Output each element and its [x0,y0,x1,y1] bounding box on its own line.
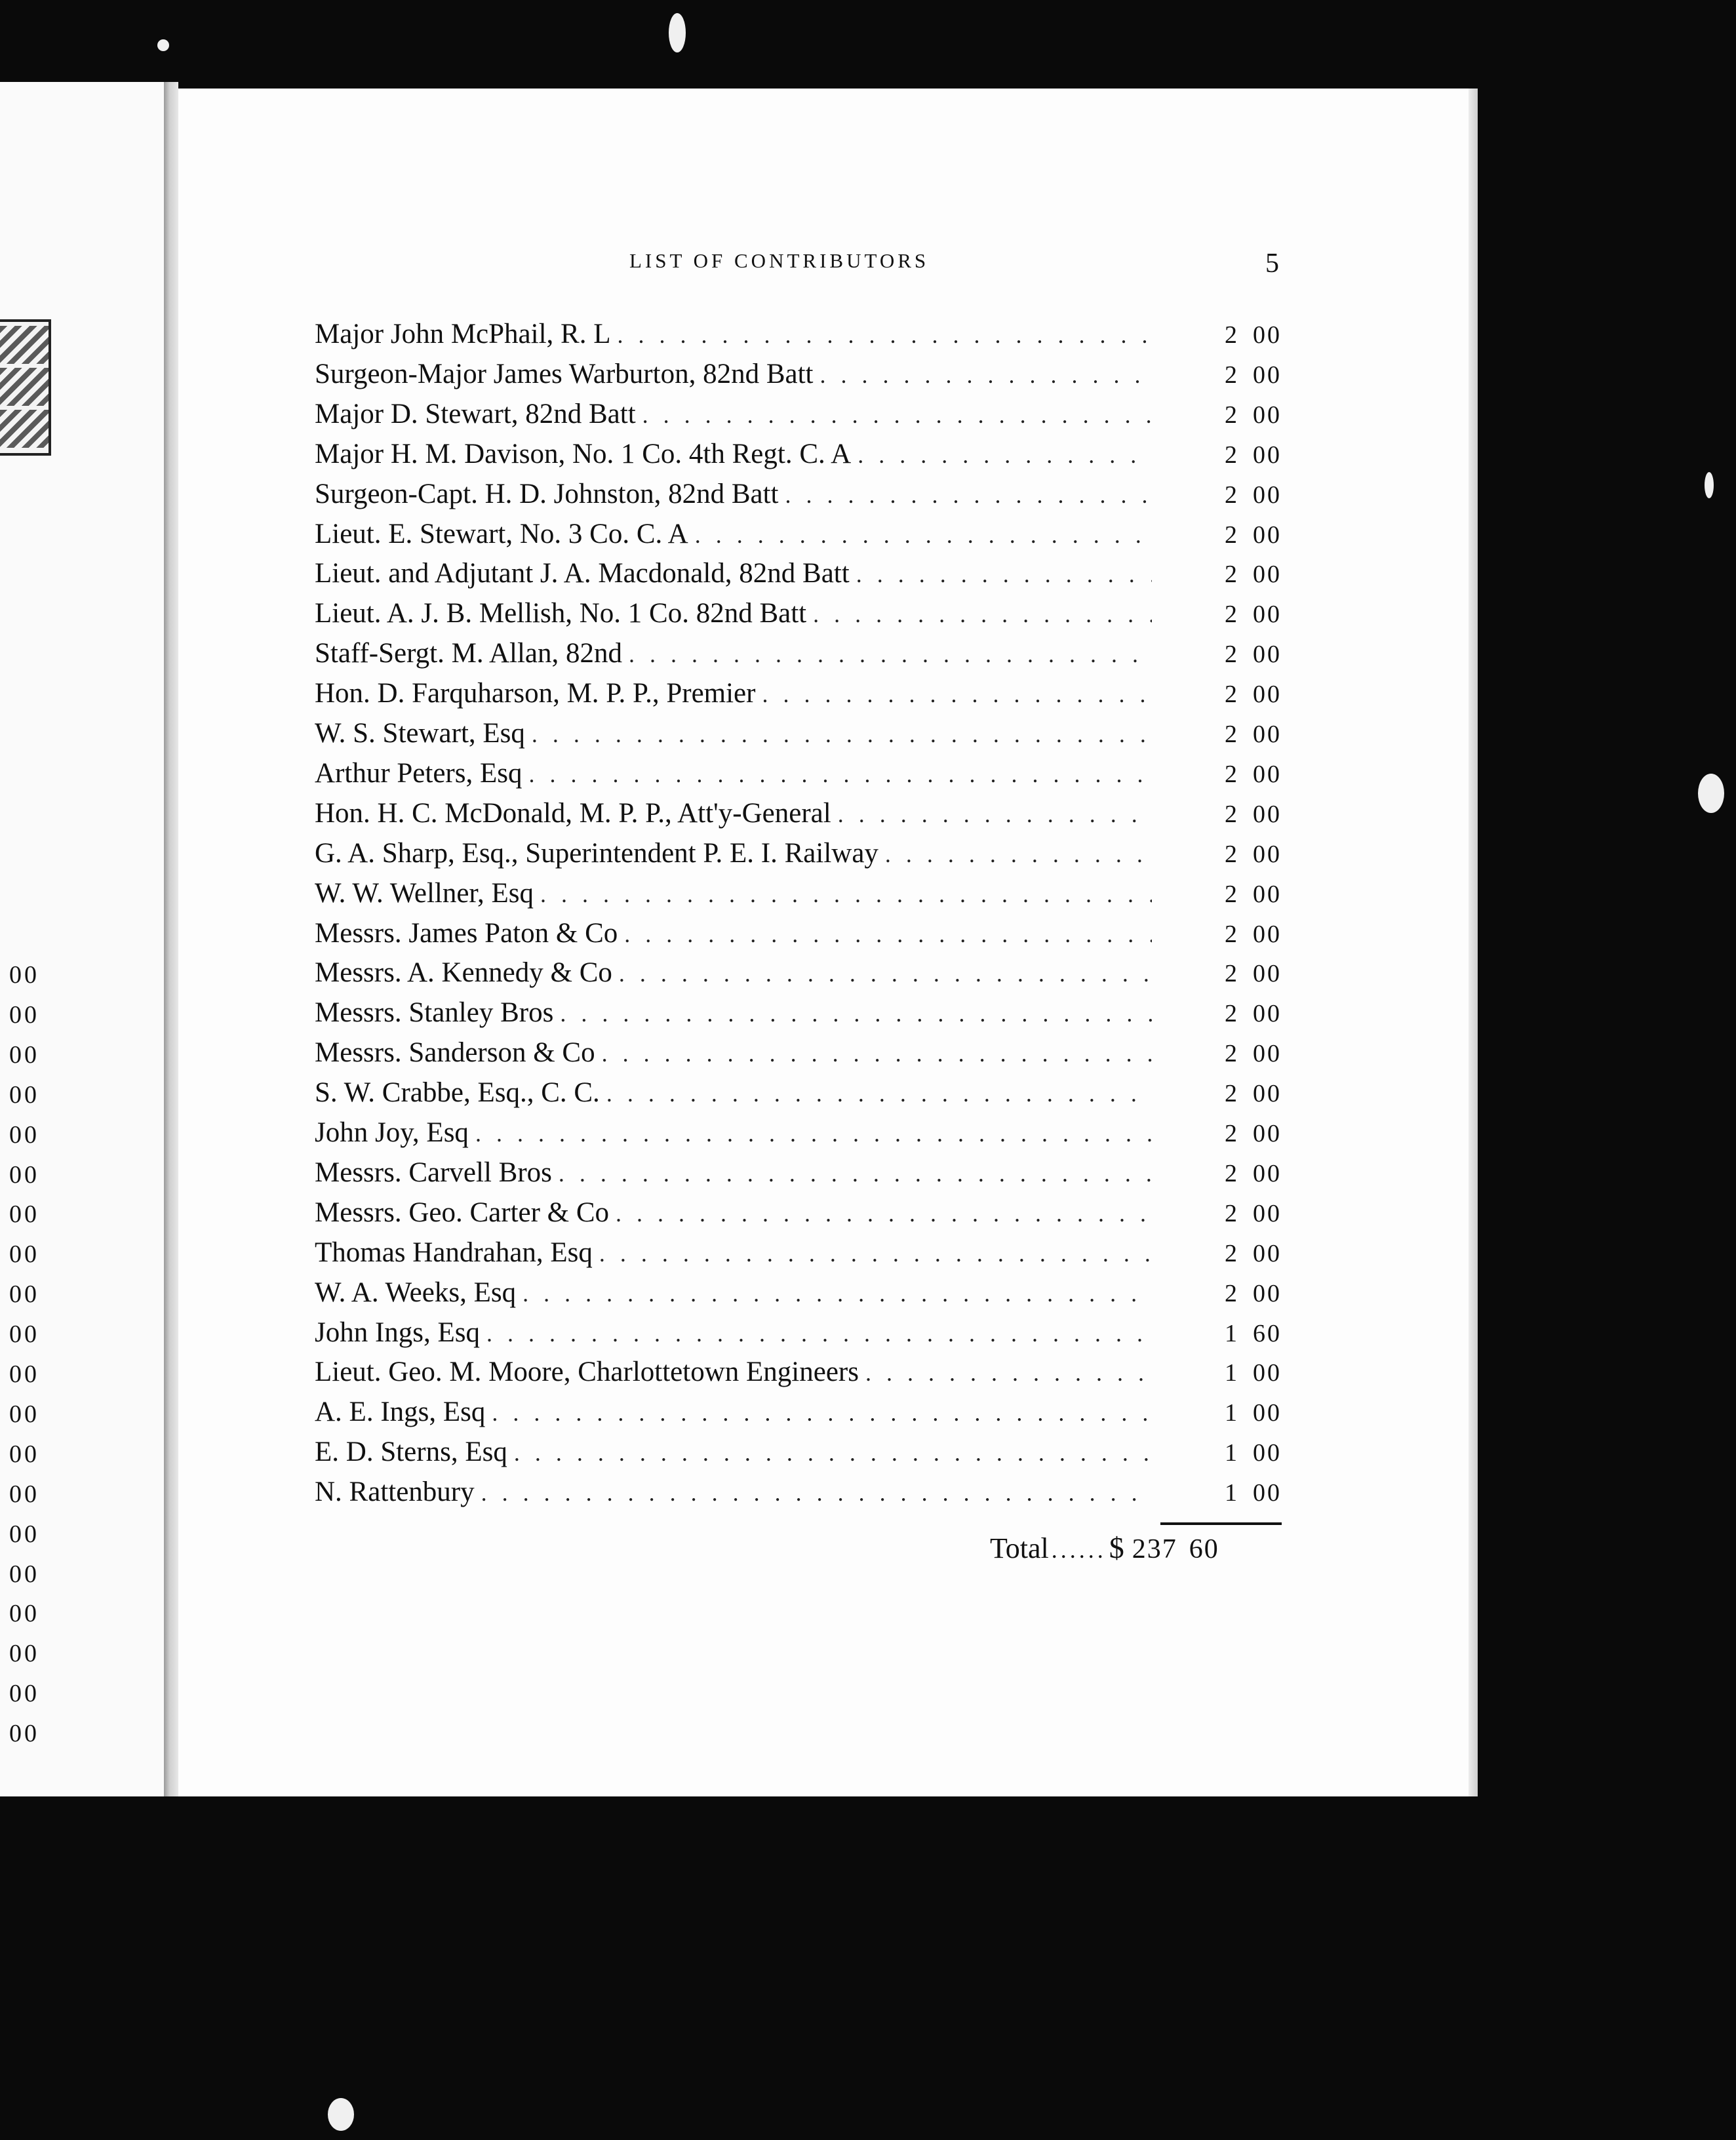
contributor-name: Arthur Peters, Esq [315,757,523,789]
contributor-row [315,1317,1282,1356]
amount-dollars: 2 [1225,321,1237,349]
contributor-row [315,518,1282,557]
leader-dots [865,1359,1152,1387]
amount-dollars: 1 [1225,1439,1237,1467]
leader-dots [486,1320,1152,1347]
amount-cents: 00 [1253,721,1282,748]
leader-dots [785,481,1152,509]
contributor-row [315,398,1282,437]
leader-dots [819,361,1152,389]
amount-cents: 00 [1253,1040,1282,1068]
leader-dots [523,1280,1152,1307]
scan-speck [328,2098,354,2131]
amount-dollars: 2 [1225,681,1237,709]
left-page-value: 00 [9,1720,39,1748]
amount-cents: 00 [1253,1279,1282,1307]
amount-cents: 00 [1253,880,1282,908]
contributor-row [315,1037,1282,1076]
contributor-name: John Ings, Esq [315,1317,481,1348]
left-page-value: 00 [9,1640,39,1668]
scan-speck [157,39,169,51]
amount-cents: 00 [1253,1359,1282,1387]
leader-dots [528,761,1152,788]
left-page-value: 00 [9,1360,39,1388]
amount-cents: 00 [1253,1439,1282,1467]
running-head: LIST OF CONTRIBUTORS [629,249,930,272]
total-leader-dots: ...... [1051,1537,1107,1563]
contributor-name: W. A. Weeks, Esq [315,1277,517,1308]
leader-dots [606,1080,1152,1107]
leader-dots [813,601,1152,628]
contributor-row [315,1117,1282,1156]
contributor-row [315,797,1282,837]
contributor-row [315,677,1282,717]
amount-dollars: 2 [1225,960,1237,988]
leader-dots [617,321,1152,349]
contributor-row [315,757,1282,797]
left-page-value: 00 [9,1200,39,1229]
contributor-name: John Joy, Esq [315,1117,469,1148]
contributor-row [315,438,1282,477]
contributor-row [315,1436,1282,1475]
contributor-name: Major H. M. Davison, No. 1 Co. 4th Regt. C. A [315,438,852,469]
book-gutter [164,82,178,1796]
contributor-row [315,997,1282,1036]
left-page-value: 00 [9,1160,39,1189]
leader-dots [599,1240,1152,1267]
leader-dots [514,1439,1152,1467]
amount-cents: 00 [1253,1199,1282,1227]
leader-dots [858,441,1152,469]
contributor-name: Hon. H. C. McDonald, M. P. P., Att'y-General [315,797,831,829]
amount-cents: 00 [1253,920,1282,948]
left-page-value: 00 [9,1080,39,1109]
leader-dots [559,1160,1152,1187]
contributor-row [315,717,1282,757]
contributor-name: Lieut. A. J. B. Mellish, No. 1 Co. 82nd Batt [315,598,807,629]
contributor-name: Messrs. Sanderson & Co [315,1037,595,1069]
amount-dollars: 2 [1225,840,1237,868]
contributor-row [315,1237,1282,1276]
amount-cents: 00 [1253,840,1282,868]
amount-dollars: 2 [1225,361,1237,389]
contributor-name: Lieut. E. Stewart, No. 3 Co. C. A [315,518,688,549]
amount-cents: 00 [1253,641,1282,669]
left-page-values-column [0,82,172,1796]
amount-cents: 00 [1253,1080,1282,1108]
contributor-row [315,877,1282,917]
amount-dollars: 2 [1225,800,1237,828]
left-page-value: 00 [9,1400,39,1428]
amount-cents: 00 [1253,441,1282,469]
leader-dots [629,641,1152,668]
amount-cents: 00 [1253,1159,1282,1187]
contributor-row [315,957,1282,996]
leader-dots [619,960,1152,987]
contributor-name: Staff-Sergt. M. Allan, 82nd [315,638,623,669]
amount-dollars: 1 [1225,1319,1237,1347]
leader-dots [838,801,1152,828]
amount-cents: 00 [1253,1239,1282,1267]
contributor-row [315,358,1282,397]
contributor-name: Messrs. Stanley Bros [315,997,554,1029]
amount-dollars: 2 [1225,760,1237,788]
leader-dots [856,561,1152,588]
leader-dots [532,721,1152,748]
amount-dollars: 2 [1225,880,1237,908]
leader-dots [540,881,1152,908]
amount-cents: 00 [1253,681,1282,709]
contributor-name: Surgeon-Capt. H. D. Johnston, 82nd Batt [315,478,779,509]
contributor-name: Messrs. A. Kennedy & Co [315,957,612,989]
contributor-row [315,597,1282,637]
amount-dollars: 2 [1225,401,1237,429]
contributor-row [315,1197,1282,1236]
amount-cents: 00 [1253,361,1282,389]
amount-dollars: 2 [1225,1080,1237,1108]
leader-dots [624,921,1152,948]
contributor-name: Messrs. Geo. Carter & Co [315,1197,610,1228]
left-page-value: 00 [9,1560,39,1588]
amount-cents: 00 [1253,401,1282,429]
amount-cents: 00 [1253,800,1282,828]
left-page-value: 00 [9,1280,39,1309]
left-page-value: 00 [9,961,39,989]
total-cents: 60 [1189,1534,1219,1564]
contributor-name: W. S. Stewart, Esq [315,718,525,749]
amount-cents: 00 [1253,960,1282,988]
contributor-row [315,318,1282,357]
leader-dots [492,1399,1152,1427]
contributor-name: Lieut. and Adjutant J. A. Macdonald, 82nd Batt [315,558,850,589]
scan-speck [1705,472,1714,498]
contributor-name: G. A. Sharp, Esq., Superintendent P. E. I. Railway [315,837,878,869]
left-page-value: 00 [9,1120,39,1149]
amount-cents: 60 [1253,1319,1282,1347]
amount-dollars: 2 [1225,1199,1237,1227]
amount-dollars: 2 [1225,920,1237,948]
total-label: Total [990,1532,1049,1564]
leader-dots [616,1200,1152,1227]
total-dollars: 237 [1132,1534,1177,1564]
amount-dollars: 2 [1225,721,1237,748]
contributor-row [315,478,1282,517]
amount-dollars: 2 [1225,641,1237,669]
amount-dollars: 2 [1225,1120,1237,1147]
amount-dollars: 1 [1225,1399,1237,1427]
contributor-name: Hon. D. Farquharson, M. P. P., Premier [315,678,756,709]
amount-dollars: 2 [1225,1159,1237,1187]
left-page-value: 00 [9,1001,39,1029]
left-page-value: 00 [9,1480,39,1508]
leader-dots [481,1479,1152,1507]
contributor-row [315,1396,1282,1435]
left-page-value: 00 [9,1240,39,1269]
leader-dots [602,1040,1152,1067]
left-page-fragment [0,82,172,1796]
contributor-row [315,917,1282,957]
scan-speck [1698,774,1724,813]
contributor-name: W. W. Wellner, Esq [315,877,534,909]
left-page-value: 00 [9,1680,39,1708]
contributor-name: S. W. Crabbe, Esq., C. C. [315,1077,600,1109]
left-page-value: 00 [9,1520,39,1548]
leader-dots [475,1120,1152,1147]
amount-cents: 00 [1253,601,1282,629]
amount-cents: 00 [1253,561,1282,589]
amount-dollars: 2 [1225,1279,1237,1307]
page-number: 5 [1265,248,1279,279]
contributor-name: Surgeon-Major James Warburton, 82nd Batt [315,358,814,389]
amount-cents: 00 [1253,1120,1282,1147]
amount-dollars: 2 [1225,601,1237,629]
contributor-name: Messrs. James Paton & Co [315,917,618,949]
total-currency: $ [1109,1531,1124,1564]
page-edge [1469,89,1478,1796]
amount-cents: 00 [1253,521,1282,549]
total-rule [1160,1522,1282,1525]
amount-cents: 00 [1253,760,1282,788]
amount-dollars: 2 [1225,521,1237,549]
amount-dollars: 2 [1225,1239,1237,1267]
amount-dollars: 2 [1225,1040,1237,1068]
contributor-name: E. D. Sterns, Esq [315,1437,507,1468]
left-page-value: 00 [9,1320,39,1349]
amount-cents: 00 [1253,1399,1282,1427]
leader-dots [695,521,1152,549]
amount-dollars: 2 [1225,561,1237,589]
contributor-name: Lieut. Geo. M. Moore, Charlottetown Engineers [315,1357,859,1388]
leader-dots [762,681,1152,708]
amount-cents: 00 [1253,1000,1282,1028]
contributor-row [315,1356,1282,1395]
leader-dots [560,1000,1152,1027]
left-page-value: 00 [9,1440,39,1468]
contributor-name: Messrs. Carvell Bros [315,1157,552,1188]
leader-dots [642,401,1152,429]
contributor-name: Major John McPhail, R. L [315,319,611,349]
contributor-row [315,1077,1282,1116]
amount-cents: 00 [1253,481,1282,509]
contributor-name: N. Rattenbury [315,1476,475,1508]
amount-dollars: 2 [1225,481,1237,509]
amount-dollars: 1 [1225,1479,1237,1507]
contributor-row [315,1277,1282,1316]
contributor-name: Thomas Handrahan, Esq [315,1237,593,1268]
left-page-value: 00 [9,1040,39,1069]
amount-cents: 00 [1253,1479,1282,1507]
scan-speck [669,13,686,52]
amount-cents: 00 [1253,321,1282,349]
contributor-row [315,557,1282,597]
leader-dots [885,841,1152,868]
amount-dollars: 2 [1225,441,1237,469]
total-row [990,1530,1282,1565]
contributor-name: Major D. Stewart, 82nd Batt [315,398,636,429]
contributor-name: A. E. Ings, Esq [315,1397,486,1428]
left-page-value: 00 [9,1600,39,1628]
amount-dollars: 2 [1225,1000,1237,1028]
contributor-row [315,1157,1282,1196]
contributor-row [315,837,1282,877]
amount-dollars: 1 [1225,1359,1237,1387]
contributor-row [315,1476,1282,1515]
contributor-row [315,637,1282,677]
